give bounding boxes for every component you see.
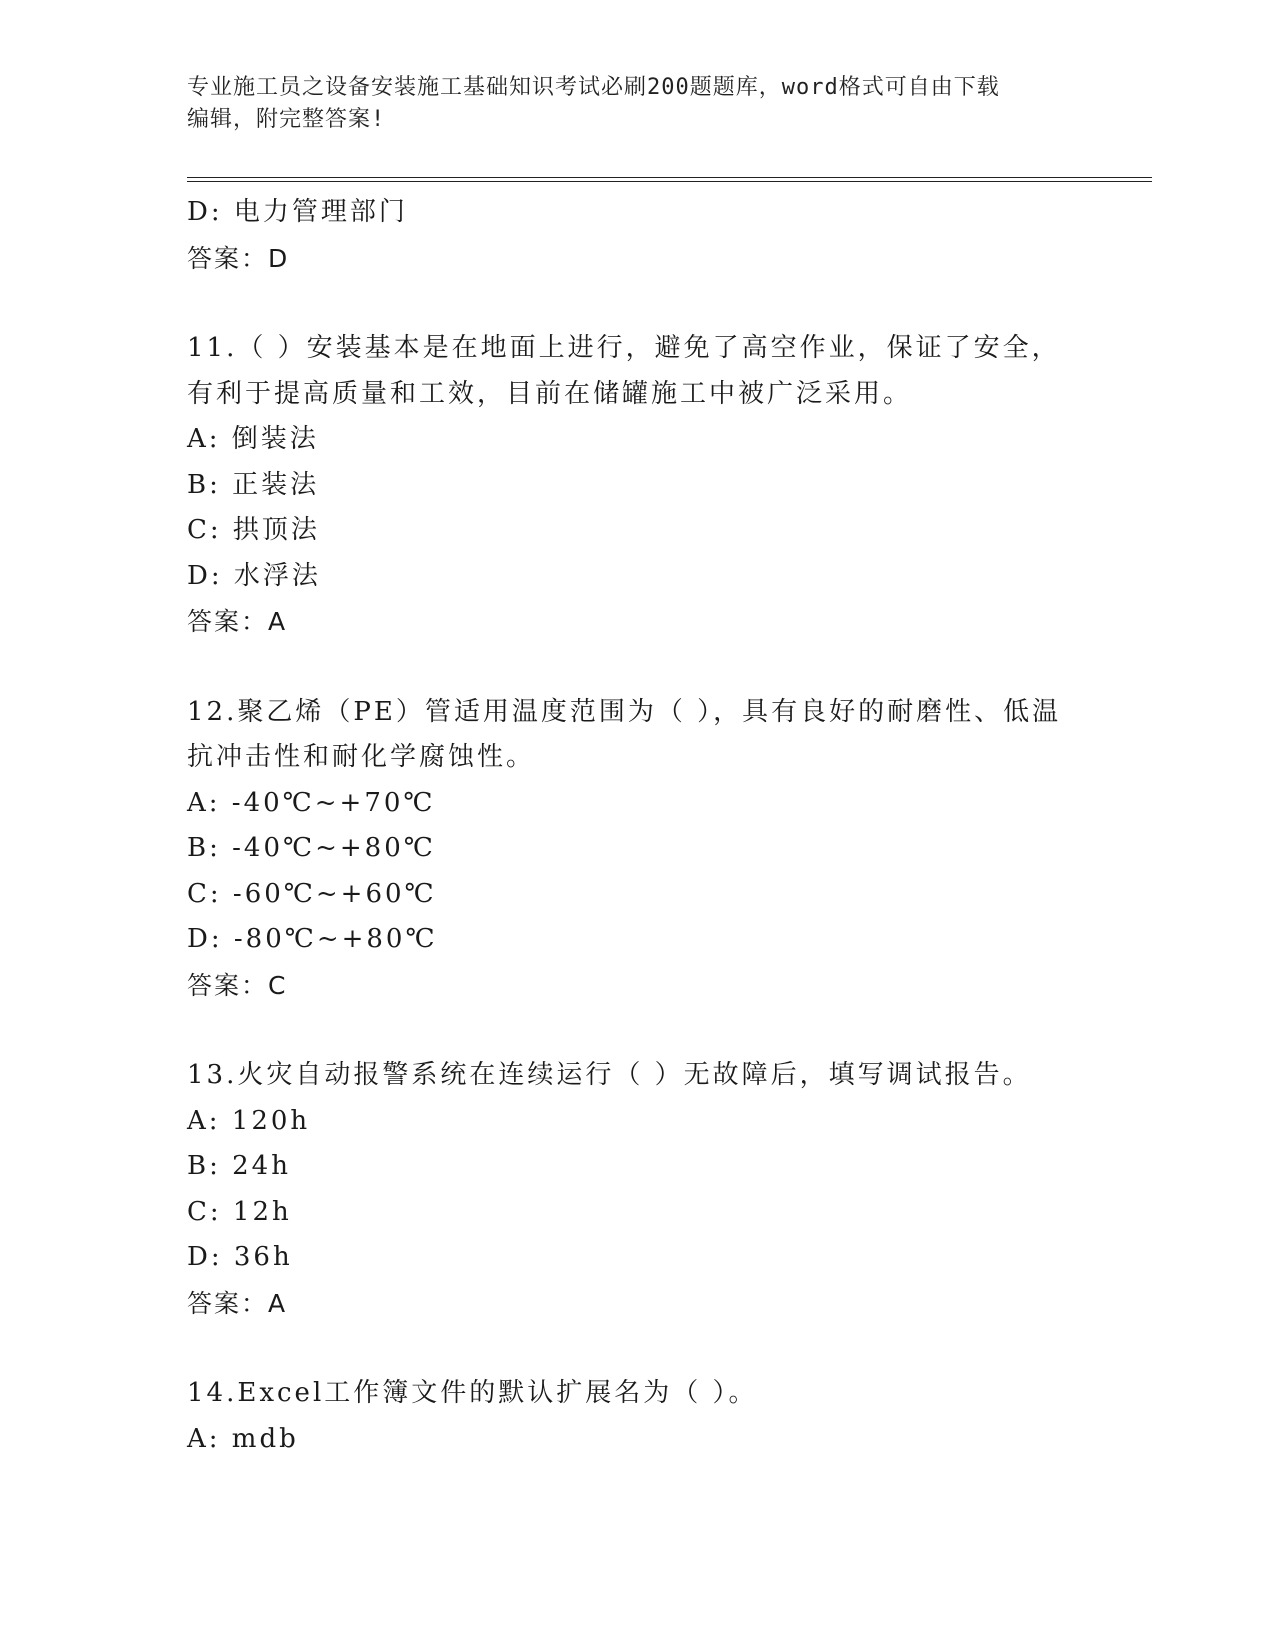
answer-label: 答案：C: [187, 970, 288, 1000]
answer-label: 答案：A: [187, 1288, 288, 1318]
question-stem: 11.（ ）安装基本是在地面上进行，避免了高空作业，保证了安全，: [187, 333, 1061, 363]
option-a: A: 倒装法: [187, 424, 319, 454]
option-d: D: 水浮法: [187, 560, 321, 591]
question-12: [187, 690, 1067, 1009]
question-list: [187, 190, 1067, 1462]
option-a: A: mdb: [187, 1423, 299, 1454]
question-14: [187, 1371, 1067, 1462]
option-d: D: 36h: [187, 1242, 293, 1272]
question-stem: 14.Excel工作簿文件的默认扩展名为（ ）。: [187, 1378, 758, 1408]
option-b: B: 正装法: [187, 469, 320, 500]
header-title-line-2: 编辑，附完整答案!: [187, 107, 386, 132]
answer-label: 答案：A: [187, 607, 288, 636]
question-stem: 13.火灾自动报警系统在连续运行（ ）无故障后，填写调试报告。: [187, 1060, 1032, 1090]
question-stem-continued: 抗冲击性和耐化学腐蚀性。: [187, 742, 536, 772]
answer-label: 答案：D: [187, 243, 290, 273]
option-c: C: 12h: [187, 1196, 292, 1227]
option-d: D: -80℃~+80℃: [187, 924, 438, 954]
option-a: A: 120h: [187, 1105, 311, 1136]
option-a: A: -40℃~+70℃: [187, 787, 436, 818]
option-c: C: 拱顶法: [187, 515, 320, 545]
spacer: [187, 645, 1067, 690]
option-b: B: -40℃~+80℃: [187, 833, 436, 863]
question-13: [187, 1053, 1067, 1326]
spacer: [187, 1326, 1067, 1371]
document-header: [187, 72, 1087, 136]
question-stem-continued: 有利于提高质量和工效，目前在储罐施工中被广泛采用。: [187, 378, 913, 409]
spacer: [187, 1008, 1067, 1053]
option-c: C: -60℃~+60℃: [187, 878, 437, 909]
header-divider: [187, 177, 1152, 182]
question-10-tail: [187, 190, 1067, 281]
question-11: [187, 326, 1067, 645]
option-b: B: 24h: [187, 1151, 291, 1181]
question-stem: 12.聚乙烯（PE）管适用温度范围为（ ），具有良好的耐磨性、低温: [187, 696, 1062, 727]
spacer: [187, 281, 1067, 326]
header-title-line-1: 专业施工员之设备安装施工基础知识考试必刷200题题库，word格式可自由下载: [187, 75, 1000, 100]
option-d: D: 电力管理部门: [187, 197, 408, 227]
